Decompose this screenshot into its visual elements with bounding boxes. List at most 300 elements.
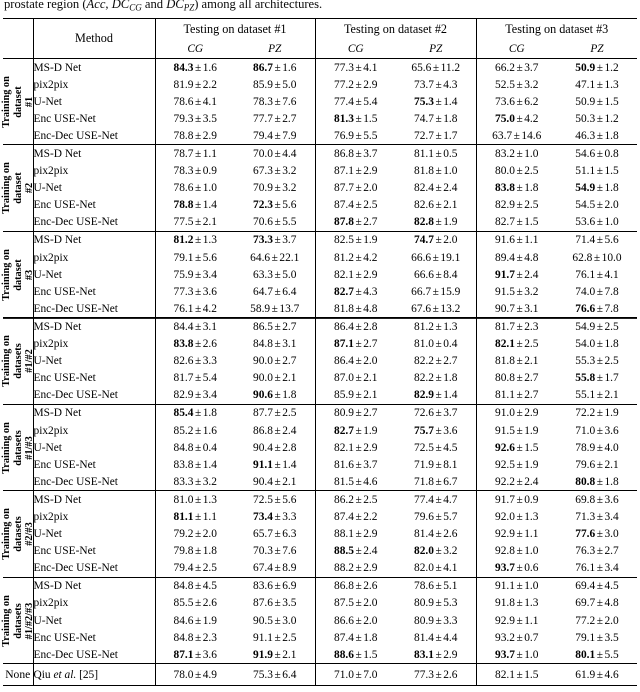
metric-cell <box>155 646 235 664</box>
metric-stddev: 5.0 <box>282 268 297 281</box>
training-group-label-line-3: #1/#2 <box>23 349 35 373</box>
metric-mean: 86.8 <box>334 580 354 593</box>
plus-minus-symbol: ± <box>516 234 523 247</box>
metric-mean: 79.6 <box>414 510 434 523</box>
metric-stddev: 14.6 <box>521 129 542 142</box>
metric-stddev: 1.6 <box>202 61 217 74</box>
metric-cell <box>557 163 637 180</box>
metric-mean: 63.7 <box>492 129 513 142</box>
metric-cell <box>476 145 557 163</box>
metric-cell <box>235 110 315 127</box>
metric-mean: 80.1 <box>575 648 596 661</box>
metric-mean: 91.7 <box>495 493 515 506</box>
metric-cell <box>235 163 315 180</box>
plus-minus-symbol: ± <box>194 389 202 402</box>
metric-cell <box>396 214 476 232</box>
metric-cell <box>155 318 235 336</box>
metric-cell <box>396 439 476 456</box>
metric-stddev: 2.4 <box>524 475 539 488</box>
metric-cell <box>315 543 396 560</box>
plus-minus-symbol: ± <box>435 424 442 437</box>
metric-mean: 81.9 <box>173 78 194 91</box>
plus-minus-symbol: ± <box>194 165 202 178</box>
metric-mean: 81.2 <box>334 251 354 264</box>
metric-stddev: 1.3 <box>524 510 539 523</box>
training-group-label-line-3: #1/#3 <box>23 435 35 460</box>
metric-mean: 77.2 <box>575 614 596 627</box>
metric-stddev: 2.5 <box>524 338 539 351</box>
metric-stddev: 2.7 <box>524 389 539 402</box>
metric-cell <box>315 595 396 612</box>
metric-mean: 79.8 <box>173 545 194 558</box>
metric-stddev: 2.9 <box>363 165 378 178</box>
metric-mean: 84.8 <box>173 631 194 644</box>
metric-cell <box>476 456 557 473</box>
metric-cell <box>476 473 557 491</box>
metric-stddev: 2.0 <box>604 614 619 627</box>
metric-mean: 84.4 <box>173 320 194 333</box>
metric-stddev: 2.2 <box>363 510 378 523</box>
metric-mean: 66.6 <box>414 268 434 281</box>
metric-mean: 82.1 <box>334 268 354 281</box>
metric-stddev: 4.2 <box>202 302 217 315</box>
training-group-label-line-2: datasets <box>12 516 24 552</box>
metric-cell <box>155 387 235 405</box>
header-testing-group-2: Testing on dataset #2 <box>315 19 476 41</box>
plus-minus-symbol: ± <box>596 61 603 74</box>
metric-cell <box>476 110 557 127</box>
rot-wrap <box>0 492 35 576</box>
metric-stddev: 3.0 <box>604 528 619 541</box>
metric-cell <box>235 560 315 578</box>
metric-mean: 88.2 <box>334 562 354 575</box>
header-corner-blank-2 <box>3 40 33 59</box>
method-name-cell: U-Net <box>33 353 155 370</box>
plus-minus-symbol: ± <box>274 668 281 681</box>
metric-stddev: 5.4 <box>202 372 217 385</box>
metric-mean: 91.9 <box>253 648 273 661</box>
metric-cell <box>476 180 557 197</box>
plus-minus-symbol: ± <box>271 251 278 264</box>
metric-stddev: 3.4 <box>604 510 619 523</box>
metric-cell <box>557 543 637 560</box>
plus-minus-symbol: ± <box>516 251 523 264</box>
training-group-label-line-3: #2 <box>23 183 35 194</box>
metric-mean: 71.3 <box>575 510 596 523</box>
metric-stddev: 6.7 <box>443 475 458 488</box>
plus-minus-symbol: ± <box>355 148 362 161</box>
metric-stddev: 3.2 <box>282 182 297 195</box>
metric-mean: 74.7 <box>414 234 434 247</box>
metric-cell <box>476 93 557 110</box>
plus-minus-symbol: ± <box>596 614 603 627</box>
metric-cell <box>557 249 637 266</box>
metric-cell <box>315 577 396 595</box>
metric-stddev: 2.1 <box>604 458 619 471</box>
plus-minus-symbol: ± <box>355 475 362 488</box>
metric-stddev: 1.5 <box>363 112 378 125</box>
metric-stddev: 6.2 <box>524 95 539 108</box>
metric-stddev: 3.7 <box>282 234 297 247</box>
training-group-label-7 <box>0 577 35 663</box>
table-row <box>3 560 637 578</box>
final-row <box>3 664 637 686</box>
metric-mean: 79.1 <box>575 631 596 644</box>
method-name-cell: Enc USE-Net <box>33 629 155 646</box>
metric-mean: 88.5 <box>334 545 354 558</box>
metric-mean: 81.2 <box>173 234 194 247</box>
metric-cell <box>396 404 476 422</box>
metric-stddev: 3.7 <box>524 61 539 74</box>
metric-mean: 79.3 <box>173 112 194 125</box>
table-row <box>3 249 637 266</box>
method-name-cell: U-Net <box>33 439 155 456</box>
metric-cell <box>315 526 396 543</box>
metric-mean: 69.8 <box>575 493 596 506</box>
method-name-cell: MS-D Net <box>33 59 155 77</box>
metric-stddev: 3.6 <box>443 424 458 437</box>
plus-minus-symbol: ± <box>355 510 362 523</box>
training-group-label-line-1: Training on <box>0 594 12 647</box>
metric-cell <box>235 387 315 405</box>
plus-minus-symbol: ± <box>596 407 603 420</box>
metric-cell <box>557 387 637 405</box>
metric-mean: 81.0 <box>173 493 194 506</box>
plus-minus-symbol: ± <box>194 441 202 454</box>
metric-stddev: 2.1 <box>202 216 217 229</box>
metric-stddev: 4.0 <box>604 441 619 454</box>
metric-cell <box>315 422 396 439</box>
metric-stddev: 0.9 <box>202 165 217 178</box>
metric-mean: 81.7 <box>495 320 515 333</box>
training-group-label-line-3: #1 <box>23 96 35 107</box>
plus-minus-symbol: ± <box>274 285 281 298</box>
training-group-label-line-1: Training on <box>0 421 12 474</box>
metric-stddev: 2.0 <box>363 597 378 610</box>
metric-mean: 82.4 <box>414 182 434 195</box>
metric-cell <box>557 353 637 370</box>
method-name-cell: Enc USE-Net <box>33 283 155 300</box>
metric-cell <box>557 439 637 456</box>
metric-stddev: 19.1 <box>440 251 461 264</box>
metric-stddev: 1.0 <box>524 148 539 161</box>
metric-cell <box>476 76 557 93</box>
metric-cell <box>396 526 476 543</box>
metric-stddev: 5.6 <box>282 493 297 506</box>
plus-minus-symbol: ± <box>355 424 362 437</box>
reference-citation[interactable]: [25] <box>76 668 99 681</box>
metric-mean: 81.6 <box>334 458 354 471</box>
metric-stddev: 2.1 <box>524 355 539 368</box>
metric-cell <box>155 491 235 509</box>
header-subcolumn-pz-group-1: PZ <box>235 40 315 59</box>
metric-cell <box>396 249 476 266</box>
metric-cell <box>155 439 235 456</box>
metric-mean: 54.0 <box>575 338 596 351</box>
plus-minus-symbol: ± <box>194 631 202 644</box>
metric-stddev: 1.3 <box>524 597 539 610</box>
table-row <box>3 543 637 560</box>
metric-stddev: 2.7 <box>363 216 378 229</box>
metric-mean: 79.2 <box>173 528 194 541</box>
metric-stddev: 2.8 <box>282 441 297 454</box>
plus-minus-symbol: ± <box>355 95 362 108</box>
plus-minus-symbol: ± <box>194 112 202 125</box>
metric-stddev: 3.2 <box>202 475 217 488</box>
metric-stddev: 7.9 <box>282 129 297 142</box>
metric-cell <box>155 110 235 127</box>
metric-stddev: 2.3 <box>202 631 217 644</box>
plus-minus-symbol: ± <box>274 216 281 229</box>
method-name-cell: Enc USE-Net <box>33 456 155 473</box>
plus-minus-symbol: ± <box>194 148 202 161</box>
metric-mean: 82.6 <box>173 355 194 368</box>
metric-mean: 64.7 <box>253 285 273 298</box>
metric-stddev: 2.9 <box>363 78 378 91</box>
metric-stddev: 1.4 <box>202 458 217 471</box>
metric-cell <box>396 93 476 110</box>
metric-stddev: 2.9 <box>363 562 378 575</box>
plus-minus-symbol: ± <box>596 631 603 644</box>
metric-stddev: 2.4 <box>524 268 539 281</box>
metric-mean: 82.2 <box>414 355 434 368</box>
metric-mean: 82.2 <box>414 372 434 385</box>
metric-mean: 90.7 <box>495 302 515 315</box>
metric-stddev: 1.8 <box>282 389 297 402</box>
metric-mean: 82.7 <box>495 216 515 229</box>
plus-minus-symbol: ± <box>596 545 603 558</box>
metric-stddev: 2.0 <box>604 199 619 212</box>
metric-mean: 70.0 <box>253 148 273 161</box>
plus-minus-symbol: ± <box>596 182 603 195</box>
metric-mean: 54.9 <box>575 320 596 333</box>
metric-mean: 71.0 <box>334 668 354 681</box>
metric-cell <box>315 110 396 127</box>
metric-cell <box>155 266 235 283</box>
metric-mean: 87.1 <box>334 338 354 351</box>
metric-mean: 83.2 <box>495 148 515 161</box>
metric-cell <box>235 249 315 266</box>
plus-minus-symbol: ± <box>435 372 442 385</box>
metric-cell <box>155 629 235 646</box>
metric-cell <box>155 214 235 232</box>
metric-mean: 72.2 <box>575 407 596 420</box>
metric-mean: 92.2 <box>495 475 515 488</box>
metric-cell <box>557 336 637 353</box>
method-name-cell: pix2pix <box>33 336 155 353</box>
plus-minus-symbol: ± <box>516 338 523 351</box>
metric-mean: 52.5 <box>495 78 515 91</box>
metric-stddev: 2.9 <box>443 648 458 661</box>
plus-minus-symbol: ± <box>516 528 523 541</box>
plus-minus-symbol: ± <box>274 112 281 125</box>
metric-mean: 77.2 <box>334 78 354 91</box>
metric-stddev: 5.3 <box>443 597 458 610</box>
metric-cell <box>315 612 396 629</box>
plus-minus-symbol: ± <box>435 545 442 558</box>
table-row <box>3 93 637 110</box>
metric-cell <box>476 664 557 686</box>
metric-mean: 79.4 <box>173 562 194 575</box>
metric-cell <box>155 422 235 439</box>
metric-mean: 81.8 <box>495 355 515 368</box>
metric-mean: 81.2 <box>414 320 434 333</box>
plus-minus-symbol: ± <box>194 285 202 298</box>
metric-cell <box>557 127 637 145</box>
metric-cell <box>557 110 637 127</box>
plus-minus-symbol: ± <box>194 580 202 593</box>
plus-minus-symbol: ± <box>355 199 362 212</box>
metric-mean: 88.6 <box>334 648 354 661</box>
method-name-cell: Enc USE-Net <box>33 110 155 127</box>
metric-stddev: 5.0 <box>282 78 297 91</box>
metric-mean: 85.2 <box>173 424 194 437</box>
metric-mean: 55.1 <box>575 389 596 402</box>
plus-minus-symbol: ± <box>274 424 281 437</box>
plus-minus-symbol: ± <box>194 562 202 575</box>
metric-stddev: 1.1 <box>202 148 217 161</box>
plus-minus-symbol: ± <box>274 148 281 161</box>
plus-minus-symbol: ± <box>435 407 442 420</box>
metric-stddev: 2.1 <box>363 372 378 385</box>
metric-cell <box>396 127 476 145</box>
table-caption <box>4 0 636 14</box>
metric-stddev: 1.9 <box>604 407 619 420</box>
metric-stddev: 0.7 <box>524 631 539 644</box>
plus-minus-symbol: ± <box>355 389 362 402</box>
plus-minus-symbol: ± <box>435 441 442 454</box>
reference-etal: et al. <box>53 668 77 681</box>
metric-cell <box>557 300 637 318</box>
metric-mean: 85.5 <box>173 597 194 610</box>
metric-cell <box>396 163 476 180</box>
plus-minus-symbol: ± <box>355 355 362 368</box>
metric-stddev: 2.9 <box>524 407 539 420</box>
metric-cell <box>315 163 396 180</box>
metric-mean: 86.8 <box>253 424 273 437</box>
method-name-cell: pix2pix <box>33 76 155 93</box>
plus-minus-symbol: ± <box>516 372 523 385</box>
metric-cell <box>315 180 396 197</box>
plus-minus-symbol: ± <box>596 95 603 108</box>
metric-cell <box>235 76 315 93</box>
plus-minus-symbol: ± <box>194 545 202 558</box>
metric-mean: 50.3 <box>575 112 596 125</box>
plus-minus-symbol: ± <box>355 165 362 178</box>
metric-stddev: 0.4 <box>202 441 217 454</box>
reference-method-cell <box>33 664 155 686</box>
plus-minus-symbol: ± <box>274 493 281 506</box>
metric-mean: 92.5 <box>495 458 515 471</box>
method-name-cell: MS-D Net <box>33 404 155 422</box>
plus-minus-symbol: ± <box>596 268 603 281</box>
metric-stddev: 3.5 <box>282 597 297 610</box>
metric-cell <box>235 595 315 612</box>
metric-cell <box>476 370 557 387</box>
metric-stddev: 4.9 <box>202 668 217 681</box>
plus-minus-symbol: ± <box>194 458 202 471</box>
metric-stddev: 1.2 <box>604 112 619 125</box>
metric-mean: 77.5 <box>173 216 194 229</box>
plus-minus-symbol: ± <box>355 234 362 247</box>
metric-mean: 80.9 <box>414 597 434 610</box>
metric-mean: 63.3 <box>253 268 273 281</box>
table-row <box>3 318 637 336</box>
plus-minus-symbol: ± <box>435 129 442 142</box>
metric-stddev: 2.7 <box>363 338 378 351</box>
metric-cell <box>476 404 557 422</box>
metric-cell <box>396 422 476 439</box>
metric-stddev: 2.5 <box>524 199 539 212</box>
metric-mean: 80.8 <box>575 475 596 488</box>
metric-mean: 91.5 <box>495 424 515 437</box>
metric-cell <box>396 560 476 578</box>
metric-mean: 83.3 <box>173 475 194 488</box>
metric-mean: 81.8 <box>334 302 354 315</box>
training-group-label-text <box>1 335 36 387</box>
metric-stddev: 5.5 <box>604 648 619 661</box>
plus-minus-symbol: ± <box>435 475 442 488</box>
metric-cell <box>315 353 396 370</box>
plus-minus-symbol: ± <box>516 182 523 195</box>
metric-cell <box>235 353 315 370</box>
metric-cell <box>476 491 557 509</box>
metric-mean: 91.7 <box>495 268 515 281</box>
metric-stddev: 5.6 <box>282 199 297 212</box>
metric-mean: 91.8 <box>495 597 515 610</box>
metric-cell <box>396 336 476 353</box>
plus-minus-symbol: ± <box>274 475 281 488</box>
plus-minus-symbol: ± <box>596 597 603 610</box>
method-name-cell: Enc USE-Net <box>33 370 155 387</box>
metric-cell <box>155 127 235 145</box>
metric-cell <box>315 266 396 283</box>
metric-stddev: 1.1 <box>202 510 217 523</box>
metric-cell <box>396 180 476 197</box>
metric-mean: 79.6 <box>575 458 596 471</box>
metric-cell <box>235 456 315 473</box>
metric-stddev: 5.1 <box>443 580 458 593</box>
metric-mean: 76.1 <box>173 302 194 315</box>
header-method-cell: Method <box>33 19 155 59</box>
caption-dc-cg-subscript: CG <box>129 2 142 13</box>
plus-minus-symbol: ± <box>432 61 440 74</box>
metric-cell <box>315 59 396 77</box>
metric-stddev: 4.5 <box>604 580 619 593</box>
method-name-cell: Enc-Dec USE-Net <box>33 473 155 491</box>
metric-mean: 87.5 <box>334 597 354 610</box>
plus-minus-symbol: ± <box>355 614 362 627</box>
method-name-cell: U-Net <box>33 526 155 543</box>
plus-minus-symbol: ± <box>274 528 281 541</box>
metric-mean: 65.7 <box>253 528 273 541</box>
metric-mean: 83.8 <box>173 338 194 351</box>
metric-cell <box>155 370 235 387</box>
metric-mean: 76.9 <box>334 129 354 142</box>
plus-minus-symbol: ± <box>516 216 523 229</box>
plus-minus-symbol: ± <box>194 320 202 333</box>
metric-stddev: 3.0 <box>282 614 297 627</box>
metric-stddev: 4.4 <box>443 631 458 644</box>
plus-minus-symbol: ± <box>596 355 603 368</box>
plus-minus-symbol: ± <box>435 78 442 91</box>
metric-mean: 73.3 <box>253 234 273 247</box>
metric-cell <box>315 664 396 686</box>
method-name-cell: MS-D Net <box>33 145 155 163</box>
metric-stddev: 0.9 <box>524 493 539 506</box>
metric-cell <box>235 543 315 560</box>
metric-cell <box>396 387 476 405</box>
